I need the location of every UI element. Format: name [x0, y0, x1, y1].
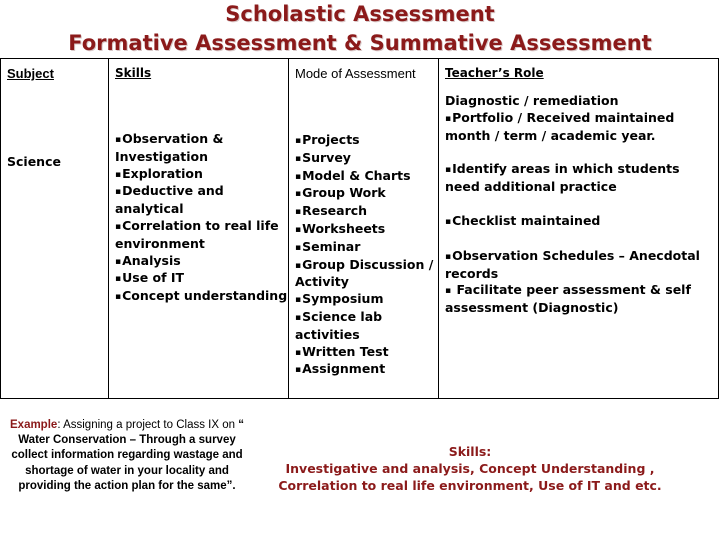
list-item: ▪Worksheets	[295, 220, 386, 236]
title-line-1: Scholastic Assessment	[225, 2, 495, 26]
example-label: Example	[10, 419, 58, 431]
assessment-table	[0, 58, 719, 399]
skills-list	[109, 131, 288, 306]
list-item: ▪Group Discussion / Activity	[295, 256, 434, 290]
list-item: ▪Model & Charts	[295, 167, 411, 183]
mode-header: Mode of Assessment	[295, 66, 416, 81]
list-item: ▪Research	[295, 203, 368, 219]
skills-summary-label: Skills:	[448, 444, 492, 459]
example-note	[2, 418, 252, 494]
mode-column	[289, 59, 439, 399]
list-item: ▪Seminar	[295, 238, 361, 254]
skills-summary	[260, 443, 680, 494]
role-identify: ▪Identify areas in which students need additional practice	[445, 161, 680, 195]
role-portfolio: ▪Portfolio / Received maintained month / term / academic year.	[445, 109, 675, 143]
role-intro: Diagnostic / remediation	[445, 93, 619, 108]
skills-summary-text: Investigative and analysis, Concept Understanding , Correlation to real life environment, Use of IT and etc.	[278, 461, 662, 493]
list-item: ▪Concept understanding	[115, 288, 288, 304]
list-item: ▪Science lab activities	[295, 308, 383, 342]
list-item: ▪Assignment	[295, 361, 386, 377]
example-intro: : Assigning a project to Class IX on	[57, 419, 236, 431]
role-observation: ▪Observation Schedules – Anecdotal records	[445, 247, 700, 281]
role-column	[439, 59, 719, 399]
skills-column	[109, 59, 289, 399]
subject-value: Science	[7, 154, 61, 169]
list-item: ▪Observation & Investigation	[115, 131, 224, 164]
role-checklist: ▪Checklist maintained	[445, 212, 601, 228]
example-detail: “ Water Conservation – Through a survey collect information regarding wastage and shortage of water in your locality and providing the action plan for the same”.	[11, 419, 244, 492]
list-item: ▪Correlation to real life environment	[115, 217, 279, 251]
list-item: ▪Analysis	[115, 252, 181, 268]
list-item: ▪Projects	[295, 132, 360, 147]
subject-column	[1, 59, 109, 399]
role-header: Teacher’s Role	[445, 66, 544, 80]
list-item: ▪Survey	[295, 149, 351, 165]
title-line-2: Formative Assessment & Summative Assessment	[68, 31, 652, 55]
mode-list	[289, 132, 438, 379]
list-item: ▪Group Work	[295, 185, 386, 201]
role-content	[439, 93, 718, 317]
skills-header: Skills	[115, 66, 152, 80]
subject-header: Subject	[7, 66, 54, 81]
role-facilitate: ▪ Facilitate peer assessment & self assessment (Diagnostic)	[445, 282, 691, 316]
list-item: ▪Written Test	[295, 343, 389, 359]
list-item: ▪Exploration	[115, 165, 203, 181]
list-item: ▪Symposium	[295, 291, 384, 307]
list-item: ▪Use of IT	[115, 270, 185, 286]
list-item: ▪Deductive and analytical	[115, 183, 224, 217]
